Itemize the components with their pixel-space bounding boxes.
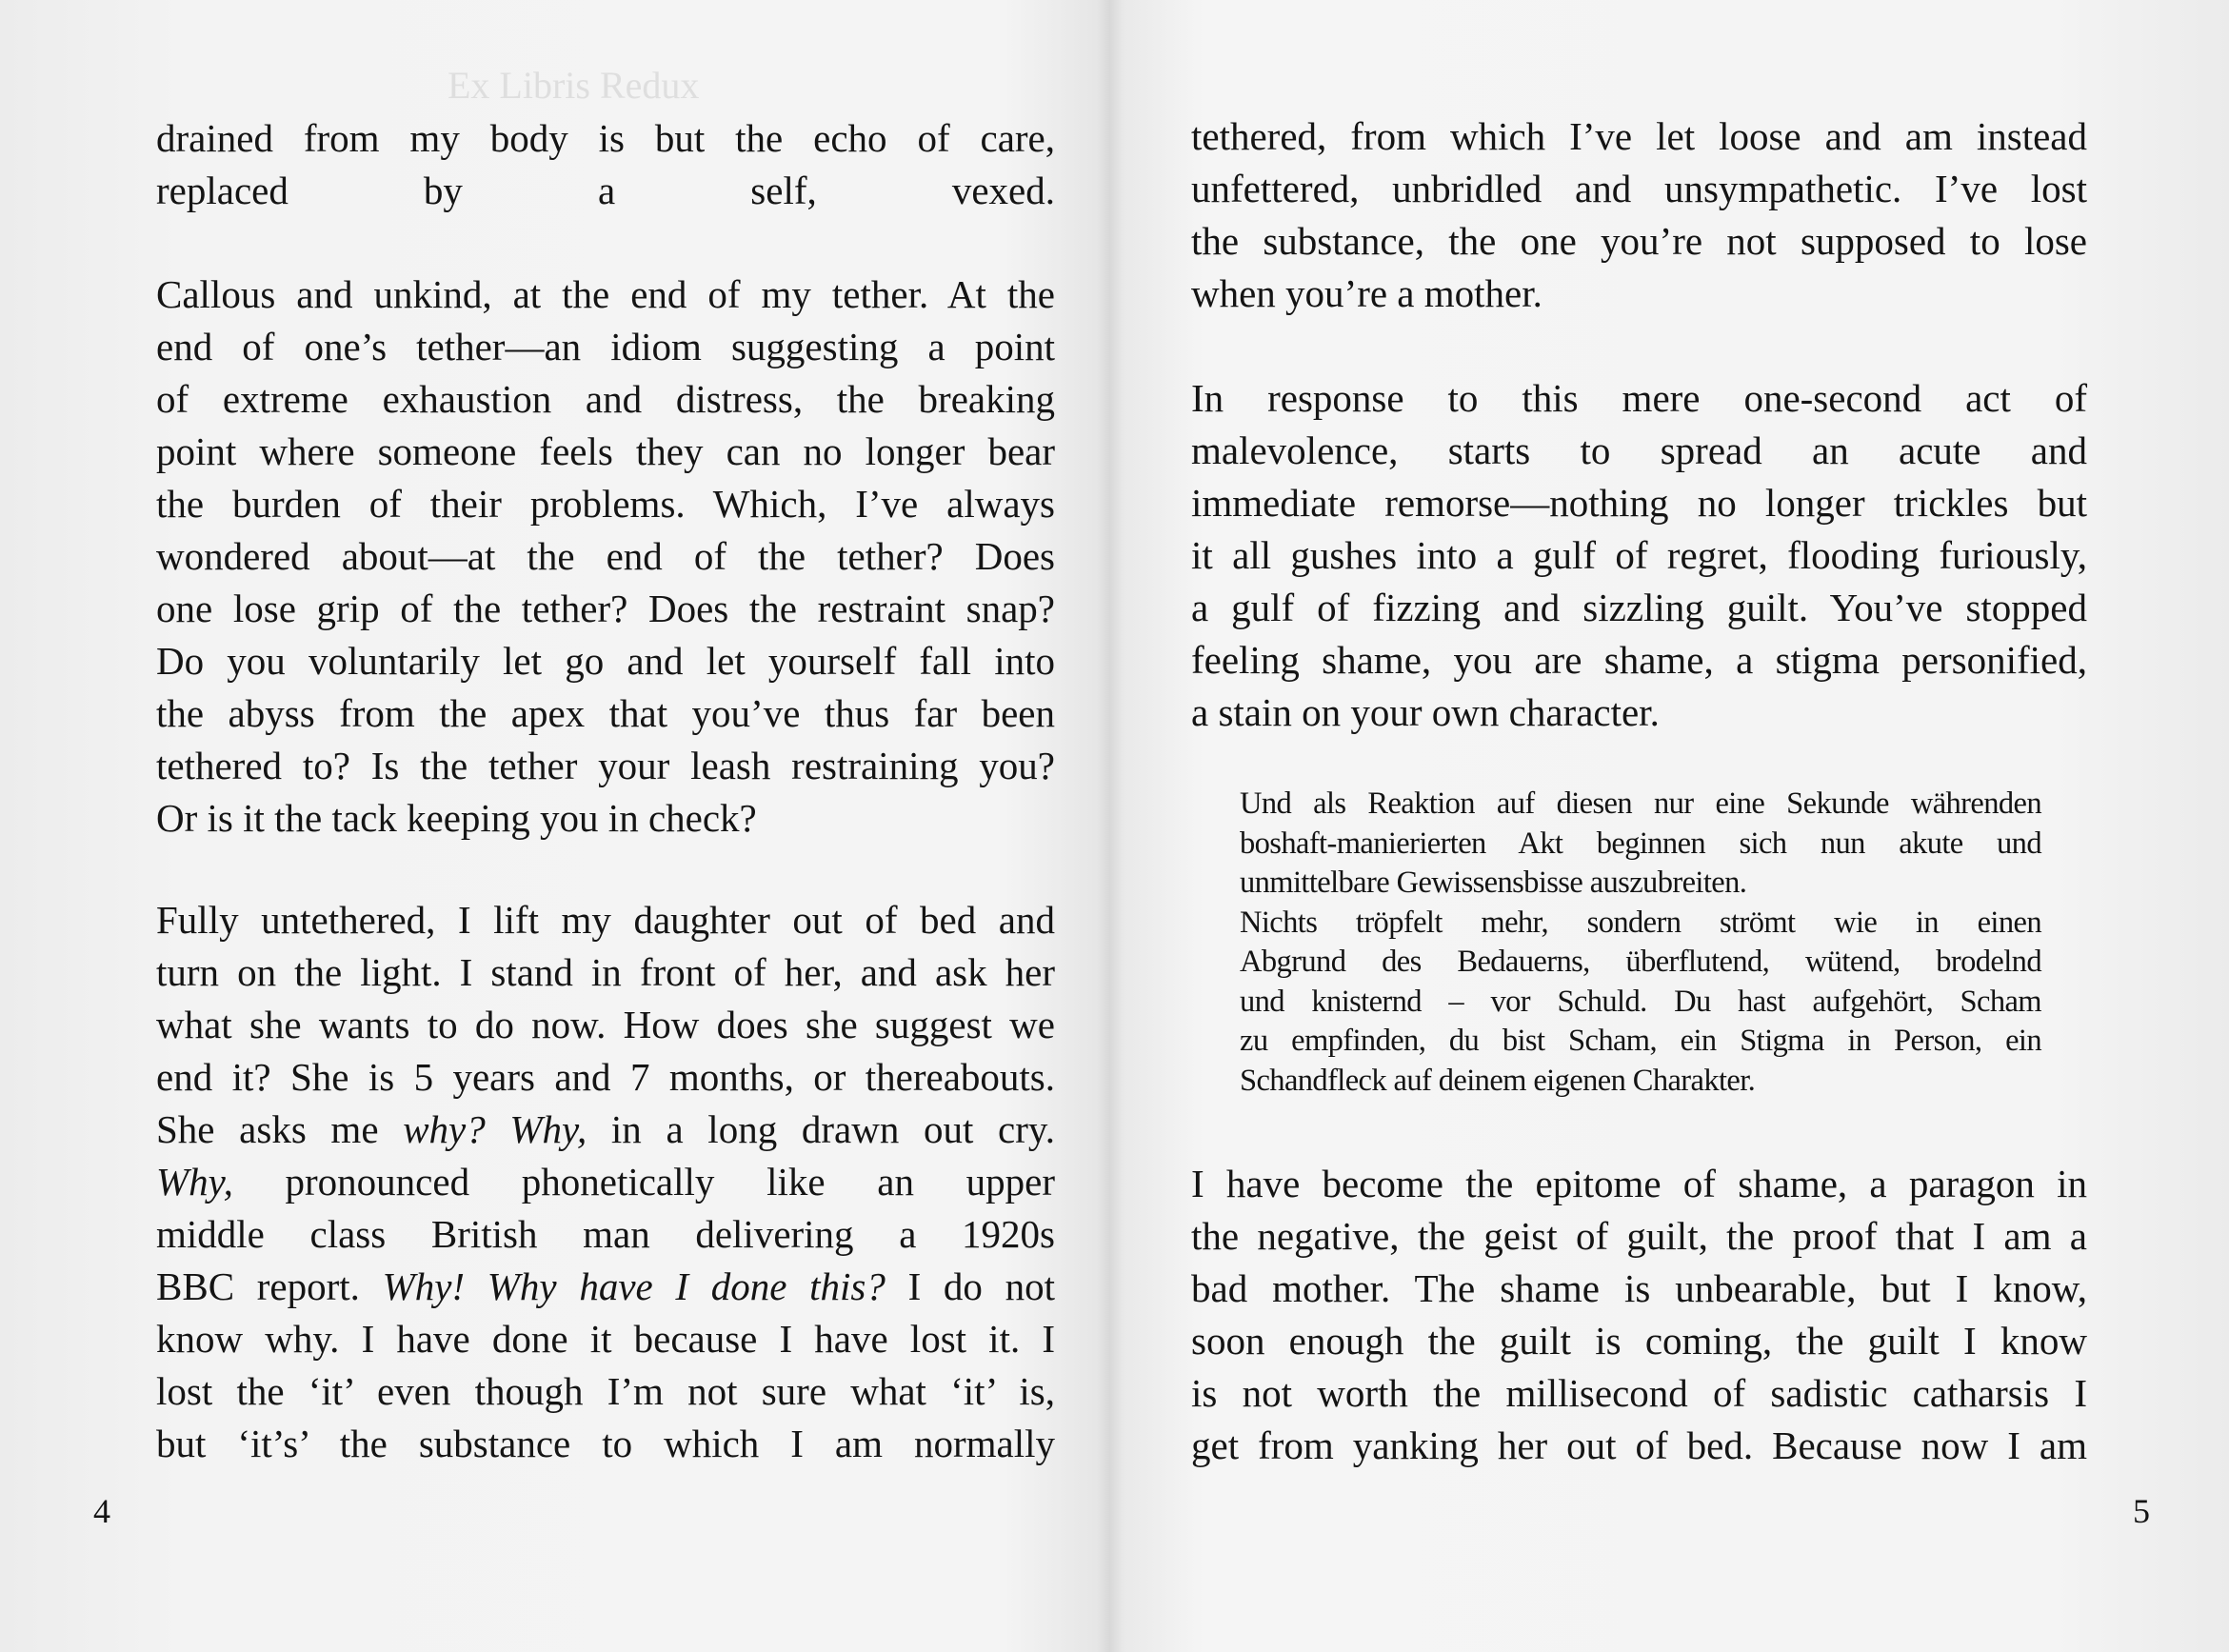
italic-text: Why! Why have I done this? (382, 1264, 886, 1308)
text-line: end of one’s tether—an idiom suggesting a point (156, 325, 1055, 368)
text-line: one lose grip of the tether? Does the restraint snap? (156, 587, 1055, 630)
text-line: und knisternd – vor Schuld. Du hast aufgehört, Scham (1240, 984, 2041, 1019)
paragraph (156, 269, 1055, 845)
text-line (156, 1156, 1055, 1208)
text-line: Or is it the tack keeping you in check? (156, 796, 757, 840)
text-line: zu empfinden, du bist Scham, ein Stigma in Person, ein (1240, 1024, 2041, 1058)
text-line: end it? She is 5 years and 7 months, or thereabouts. (156, 1055, 1055, 1099)
text-line: In response to this mere one-second act of (1191, 376, 2087, 420)
paragraph (156, 894, 1055, 1470)
text-line: of extreme exhaustion and distress, the breaking (156, 377, 1055, 421)
text-segment: pronounced phonetically like an upper (232, 1160, 1055, 1204)
text-segment: I do not (885, 1264, 1056, 1308)
page-number: 4 (93, 1492, 110, 1530)
paragraph (1191, 1158, 2087, 1472)
text-line: what she wants to do now. How does she suggest we (156, 1003, 1055, 1046)
text-line: Nichts tröpfelt mehr, sondern strömt wie in einen (1240, 905, 2041, 940)
text-segment: BBC report. (156, 1264, 383, 1308)
show-through-header: Ex Libris Redux (448, 64, 700, 107)
text-line: unfettered, unbridled and unsympathetic. I’ve lost (1191, 167, 2087, 210)
text-line: it all gushes into a gulf of regret, flooding furiously, (1191, 533, 2087, 577)
text-line (156, 1261, 1055, 1313)
paragraph (1191, 372, 2087, 739)
text-line: tethered to? Is the tether your leash restraining you? (156, 744, 1055, 787)
text-line: malevolence, starts to spread an acute and (1191, 428, 2087, 472)
text-line: I have become the epitome of shame, a paragon in (1191, 1162, 2087, 1205)
text-line: a stain on your own character. (1191, 690, 1660, 734)
german-paragraph (1240, 904, 2041, 1102)
text-line: Und als Reaktion auf diesen nur eine Sekunde währenden (1240, 786, 2041, 821)
text-line: Callous and unkind, at the end of my tether. At the (156, 272, 1055, 316)
italic-text: why? Why, (403, 1107, 587, 1151)
paragraph (156, 112, 1055, 217)
text-line: bad mother. The shame is unbearable, but I know, (1191, 1266, 2087, 1310)
text-line: the substance, the one you’re not supposed to lose (1191, 219, 2087, 263)
text-line: soon enough the guilt is coming, the guilt I know (1191, 1319, 2087, 1363)
text-line: is not worth the millisecond of sadistic catharsis I (1191, 1371, 2087, 1415)
text-line: unmittelbare Gewissensbisse auszubreiten. (1240, 866, 1747, 900)
paragraph (1191, 110, 2087, 320)
text-line: Fully untethered, I lift my daughter out of bed and (156, 898, 1055, 942)
german-translation-block (1240, 785, 2041, 1101)
text-line: immediate remorse—nothing no longer trickles but (1191, 481, 2087, 525)
text-line: middle class British man delivering a 1920s (156, 1212, 1055, 1256)
text-line (156, 1104, 1055, 1156)
text-line: the abyss from the apex that you’ve thus far been (156, 691, 1055, 735)
text-line: drained from my body is but the echo of care, (156, 116, 1055, 160)
text-line: tethered, from which I’ve let loose and am instead (1191, 114, 2087, 158)
text-line: lost the ‘it’ even though I’m not sure what ‘it’ is, (156, 1369, 1055, 1413)
text-line: know why. I have done it because I have lost it. I (156, 1317, 1055, 1361)
text-line: when you’re a mother. (1191, 271, 1542, 315)
text-line: turn on the light. I stand in front of her, and ask her (156, 950, 1055, 994)
text-line: boshaft-manierierten Akt beginnen sich nun akute und (1240, 826, 2041, 861)
page-number: 5 (2133, 1492, 2150, 1530)
text-line: Do you voluntarily let go and let yourself fall into (156, 639, 1055, 683)
text-line: the burden of their problems. Which, I’ve always (156, 482, 1055, 526)
text-segment: She asks me (156, 1107, 404, 1151)
text-line: a gulf of fizzing and sizzling guilt. You’ve stopped (1191, 586, 2087, 629)
text-line: Schandfleck auf deinem eigenen Charakter. (1240, 1063, 1756, 1098)
text-line: wondered about—at the end of the tether? Does (156, 534, 1055, 578)
text-line: point where someone feels they can no longer bear (156, 429, 1055, 473)
italic-text: Why, (156, 1160, 233, 1204)
german-paragraph (1240, 785, 2041, 904)
text-line: the negative, the geist of guilt, the proof that I am a (1191, 1214, 2087, 1258)
text-line: but ‘it’s’ the substance to which I am normally (156, 1422, 1055, 1465)
text-segment: in a long drawn out cry. (587, 1107, 1055, 1151)
text-line: Abgrund des Bedauerns, überflutend, wütend, brodelnd (1240, 945, 2041, 979)
text-line: feeling shame, you are shame, a stigma personified, (1191, 638, 2087, 682)
text-line: get from yanking her out of bed. Because now I am (1191, 1423, 2087, 1467)
text-line: replaced by a self, vexed. (156, 169, 1055, 212)
